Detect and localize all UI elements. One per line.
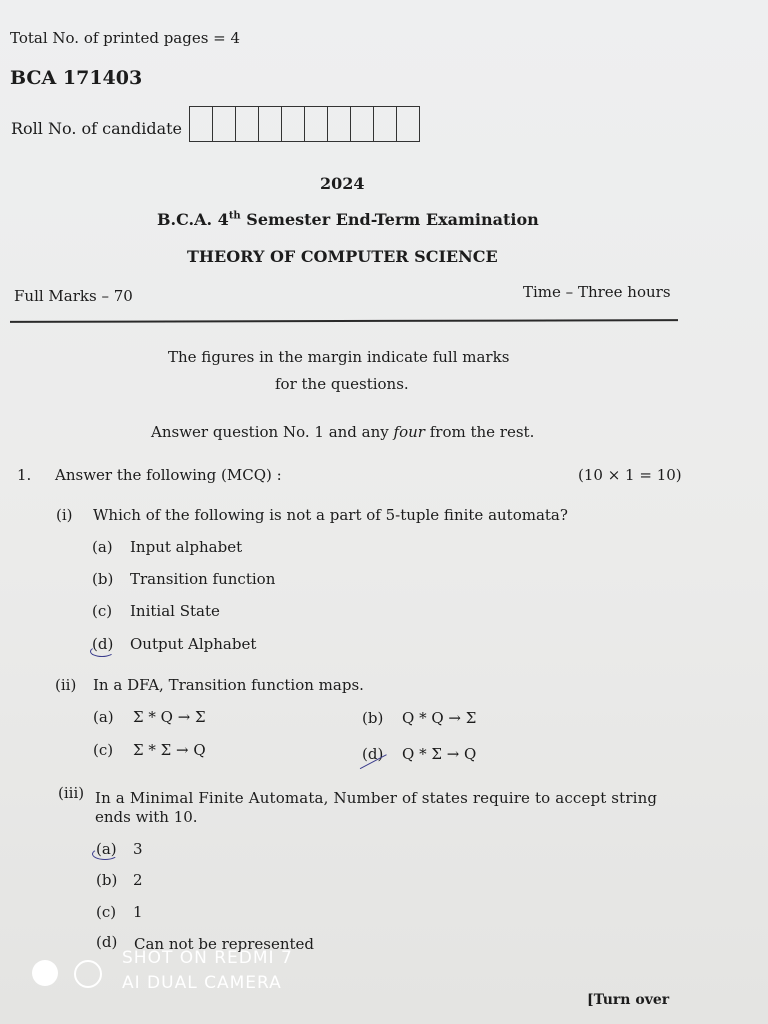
pen-mark [90, 646, 114, 657]
option-text: Q * Q → Σ [402, 709, 477, 727]
exam-year: 2024 [320, 174, 365, 193]
option-letter: (c) [96, 903, 117, 921]
roll-box [351, 107, 374, 141]
option-letter: (d) [92, 635, 114, 653]
pen-mark [92, 848, 118, 860]
exam-title-suffix: Semester End-Term Examination [240, 210, 539, 229]
watermark-line-1: SHOT ON REDMI 7 [122, 948, 293, 968]
instruction-line-2: for the questions. [275, 375, 409, 393]
paper-code: BCA 171403 [10, 67, 143, 89]
option-letter: (a) [92, 538, 113, 556]
option-text: 3 [133, 840, 143, 858]
option-text: 2 [133, 871, 143, 889]
option-text: Can not be represented [134, 935, 315, 953]
roll-label: Roll No. of candidate [11, 119, 183, 138]
roll-box [305, 107, 328, 141]
watermark-dot-outline-icon [74, 960, 102, 988]
turn-over-note: [Turn over [587, 992, 670, 1008]
roll-box [190, 107, 213, 141]
exam-title-prefix: B.C.A. 4 [157, 210, 229, 229]
subquestion-number: (ii) [55, 676, 77, 694]
watermark-line-2: AI DUAL CAMERA [122, 973, 282, 993]
answer-instruction-prefix: Answer question No. 1 and any [151, 423, 394, 441]
roll-box [328, 107, 351, 141]
subquestion-text: In a DFA, Transition function maps. [93, 676, 364, 694]
option-text: Σ * Σ → Q [133, 741, 206, 759]
roll-box [213, 107, 236, 141]
subquestion-text: In a Minimal Finite Automata, Number of states require to accept string [95, 789, 658, 807]
option-letter: (b) [92, 570, 114, 588]
instruction-line-1: The figures in the margin indicate full marks [168, 348, 510, 366]
answer-instruction-suffix: from the rest. [424, 423, 535, 441]
subquestion-text: Which of the following is not a part of 5-tuple finite automata? [93, 506, 568, 524]
header-rule [10, 319, 678, 323]
full-marks: Full Marks – 70 [14, 287, 133, 305]
option-letter: (d) [96, 933, 118, 951]
roll-box [374, 107, 397, 141]
option-letter: (b) [362, 709, 384, 727]
roll-box [397, 107, 419, 141]
answer-instruction-emphasis: four [393, 423, 425, 441]
option-letter: (d) [362, 745, 384, 763]
subquestion-number: (iii) [58, 784, 85, 802]
option-letter: (b) [96, 871, 118, 889]
watermark-dot-filled-icon [32, 960, 58, 986]
question-marks: (10 × 1 = 10) [578, 466, 682, 484]
roll-number-boxes [189, 106, 420, 142]
question-number: 1. [17, 466, 32, 484]
exam-title-sup: th [228, 210, 241, 222]
subquestion-text-continued: ends with 10. [95, 808, 198, 826]
answer-instruction [151, 423, 534, 441]
option-text: Output Alphabet [130, 635, 257, 653]
subject-title: THEORY OF COMPUTER SCIENCE [187, 247, 498, 266]
exam-title [157, 210, 539, 229]
option-letter: (c) [93, 741, 114, 759]
option-text: Q * Σ → Q [402, 745, 477, 763]
option-text: Initial State [130, 602, 220, 620]
roll-box [259, 107, 282, 141]
subquestion-number: (i) [56, 506, 73, 524]
total-pages: Total No. of printed pages = 4 [10, 29, 241, 47]
roll-box [282, 107, 305, 141]
time-allowed: Time – Three hours [523, 283, 671, 301]
option-text: Transition function [130, 570, 276, 588]
option-letter: (a) [93, 708, 114, 726]
roll-box [236, 107, 259, 141]
option-letter: (c) [92, 602, 113, 620]
option-text: Σ * Q → Σ [133, 708, 206, 726]
option-letter: (a) [96, 840, 117, 858]
question-text: Answer the following (MCQ) : [55, 466, 282, 484]
pen-mark [353, 742, 387, 769]
option-text: 1 [133, 903, 143, 921]
option-text: Input alphabet [130, 538, 243, 556]
